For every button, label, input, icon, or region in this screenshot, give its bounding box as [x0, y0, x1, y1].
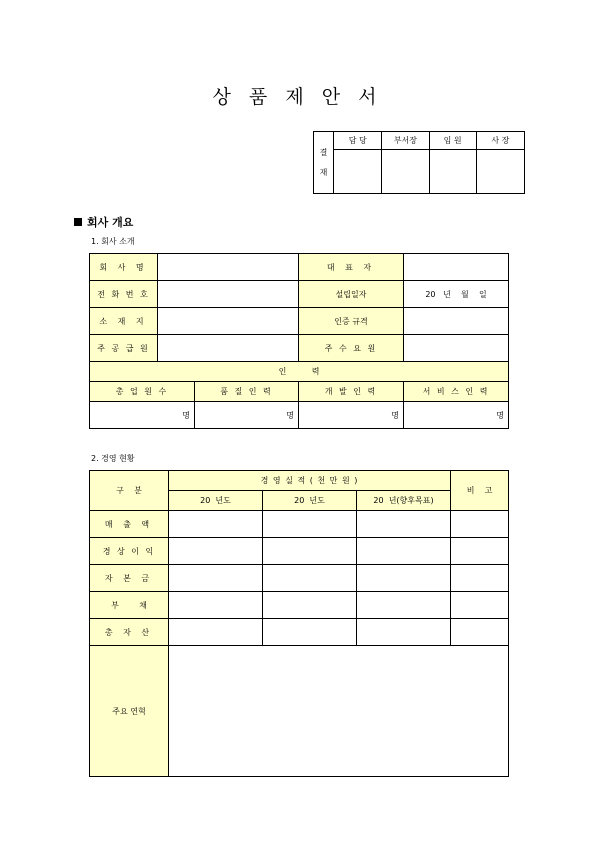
workforce-service-field[interactable]: 명: [404, 402, 509, 429]
phone-field[interactable]: [158, 281, 299, 308]
data-cell[interactable]: [357, 538, 451, 565]
field-label: 주 공 급 원: [90, 335, 158, 362]
workforce-col-header: 총 업 원 수: [90, 382, 195, 402]
data-cell[interactable]: [169, 538, 263, 565]
data-cell[interactable]: [451, 538, 509, 565]
subsection-heading: 2. 경영 현황: [91, 454, 135, 463]
row-label: 부 채: [90, 592, 169, 619]
approval-header: 담 당: [334, 132, 382, 150]
row-label: 경 상 이 익: [90, 538, 169, 565]
year-header: 20 년도: [263, 491, 357, 511]
category-header: 구 분: [90, 471, 169, 511]
remarks-header: 비 고: [451, 471, 509, 511]
data-cell[interactable]: [357, 592, 451, 619]
row-label: 자 본 금: [90, 565, 169, 592]
certification-field[interactable]: [404, 308, 509, 335]
field-label: 대 표 자: [299, 254, 404, 281]
data-cell[interactable]: [357, 511, 451, 538]
row-label: 매 출 액: [90, 511, 169, 538]
data-cell[interactable]: [451, 619, 509, 646]
company-name-field[interactable]: [158, 254, 299, 281]
square-bullet-icon: [74, 218, 82, 226]
data-cell[interactable]: [263, 565, 357, 592]
approval-table: [313, 131, 525, 194]
signature-cell[interactable]: [382, 150, 429, 194]
data-cell[interactable]: [263, 511, 357, 538]
history-label: 주요 연혁: [90, 646, 169, 777]
data-cell[interactable]: [169, 511, 263, 538]
history-field[interactable]: [169, 646, 509, 777]
signature-cell[interactable]: [429, 150, 476, 194]
field-label: 주 수 요 원: [299, 335, 404, 362]
field-label: 회 사 명: [90, 254, 158, 281]
approval-header: 임 원: [429, 132, 476, 150]
customer-field[interactable]: [404, 335, 509, 362]
data-cell[interactable]: [451, 592, 509, 619]
workforce-col-header: 서 비 스 인 력: [404, 382, 509, 402]
signature-cell[interactable]: [334, 150, 382, 194]
workforce-header: 인 력: [90, 362, 509, 382]
data-cell[interactable]: [451, 511, 509, 538]
data-cell[interactable]: [263, 538, 357, 565]
field-label: 소 재 지: [90, 308, 158, 335]
signature-cell[interactable]: [476, 150, 524, 194]
year-header: 20 년(향후목표): [357, 491, 451, 511]
ceo-field[interactable]: [404, 254, 509, 281]
founded-date-field[interactable]: 20 년 월 일: [404, 281, 509, 308]
address-field[interactable]: [158, 308, 299, 335]
field-label: 설립일자: [299, 281, 404, 308]
performance-table: [89, 470, 509, 777]
workforce-col-header: 개 발 인 력: [299, 382, 404, 402]
performance-group-header: 경 영 실 적 ( 천 만 원 ): [169, 471, 451, 491]
field-label: 전 화 번 호: [90, 281, 158, 308]
subsection-heading: 1. 회사 소개: [91, 237, 135, 246]
year-header: 20 년도: [169, 491, 263, 511]
field-label: 인증 규격: [299, 308, 404, 335]
data-cell[interactable]: [263, 592, 357, 619]
workforce-quality-field[interactable]: 명: [195, 402, 299, 429]
data-cell[interactable]: [169, 619, 263, 646]
supplier-field[interactable]: [158, 335, 299, 362]
approval-header: 부서장: [382, 132, 429, 150]
data-cell[interactable]: [357, 565, 451, 592]
data-cell[interactable]: [169, 592, 263, 619]
data-cell[interactable]: [263, 619, 357, 646]
row-label: 총 자 산: [90, 619, 169, 646]
page-title: 상 품 제 안 서: [212, 86, 383, 108]
section-heading: 회사 개요: [74, 214, 133, 230]
company-info-table: [89, 253, 509, 429]
data-cell[interactable]: [451, 565, 509, 592]
data-cell[interactable]: [169, 565, 263, 592]
workforce-col-header: 품 질 인 력: [195, 382, 299, 402]
data-cell[interactable]: [357, 619, 451, 646]
workforce-total-field[interactable]: 명: [90, 402, 195, 429]
workforce-dev-field[interactable]: 명: [299, 402, 404, 429]
approval-side-label: 결 재: [314, 132, 334, 194]
approval-header: 사 장: [476, 132, 524, 150]
